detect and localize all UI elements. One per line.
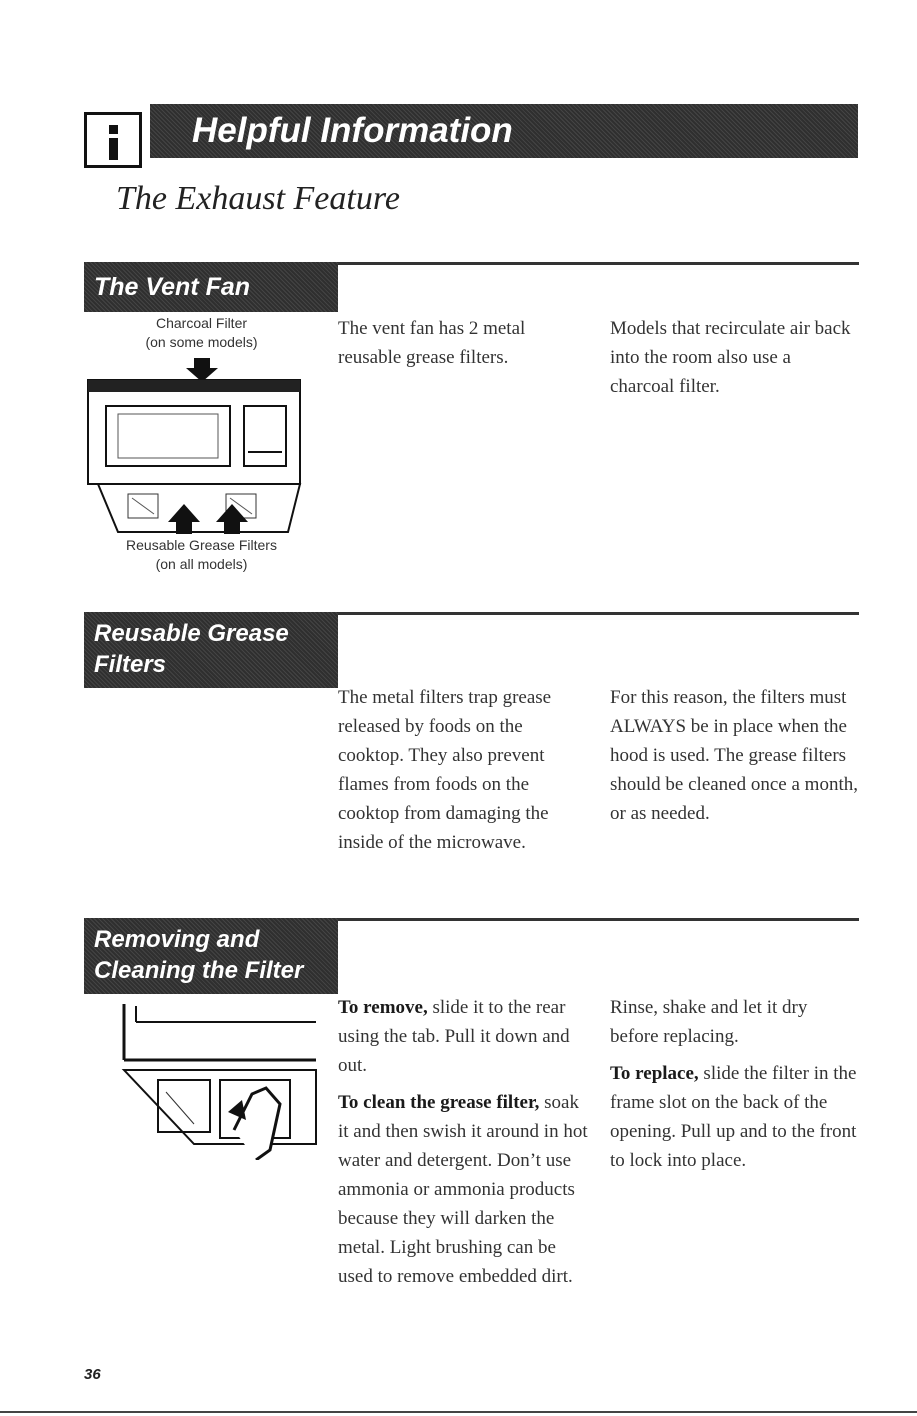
grease-filters-text-col2: For this reason, the filters must ALWAYS be in place when the hood is used. The grease filters should be cleaned once a month, or as needed. xyxy=(610,687,858,824)
vent-fan-text-col2: Models that recirculate air back into the room also use a charcoal filter. xyxy=(610,318,851,397)
section-label-vent-fan: The Vent Fan xyxy=(84,262,338,312)
microwave-figure xyxy=(84,310,319,575)
section-rule xyxy=(338,612,859,615)
filter-removal-figure xyxy=(84,1000,319,1160)
grease-filters-text-col1: The metal filters trap grease released by foods on the cooktop. They also prevent flames from foods on the cooktop from damaging the inside of the microwave. xyxy=(338,687,552,853)
section-label-removing: Removing and Cleaning the Filter xyxy=(84,918,338,994)
section-rule xyxy=(338,262,859,265)
vent-fan-text-col1: The vent fan has 2 metal reusable grease filters. xyxy=(338,318,526,368)
filter-removal-illustration xyxy=(84,1000,319,1160)
section-rule xyxy=(338,918,859,921)
bottom-rule xyxy=(0,1411,917,1413)
microwave-illustration xyxy=(84,354,319,534)
charcoal-filter-caption: Charcoal Filter (on some models) xyxy=(145,315,258,350)
page-header-title: Helpful Information xyxy=(150,104,858,158)
removing-text-col1 xyxy=(338,993,588,1291)
to-clean-paragraph: To clean the grease filter, soak it and then swish it around in hot water and detergent. Don’t use ammonia or ammonia products because they will darken the metal. Light brushing can be used to remove embedded dirt. xyxy=(338,1092,588,1287)
removing-text-col2 xyxy=(610,993,860,1175)
grease-filters-caption: Reusable Grease Filters (on all models) xyxy=(126,537,277,572)
page-number: 36 xyxy=(84,1366,101,1383)
to-replace-paragraph: To replace, slide the filter in the frame slot on the back of the opening. Pull up and to the front to lock into place. xyxy=(610,1063,857,1171)
info-icon xyxy=(84,112,142,168)
page-subtitle: The Exhaust Feature xyxy=(116,180,400,217)
section-label-grease-filters: Reusable Grease Filters xyxy=(84,612,338,688)
to-remove-paragraph: To remove, slide it to the rear using the tab. Pull it down and out. xyxy=(338,997,570,1076)
rinse-paragraph: Rinse, shake and let it dry before replacing. xyxy=(610,997,808,1047)
